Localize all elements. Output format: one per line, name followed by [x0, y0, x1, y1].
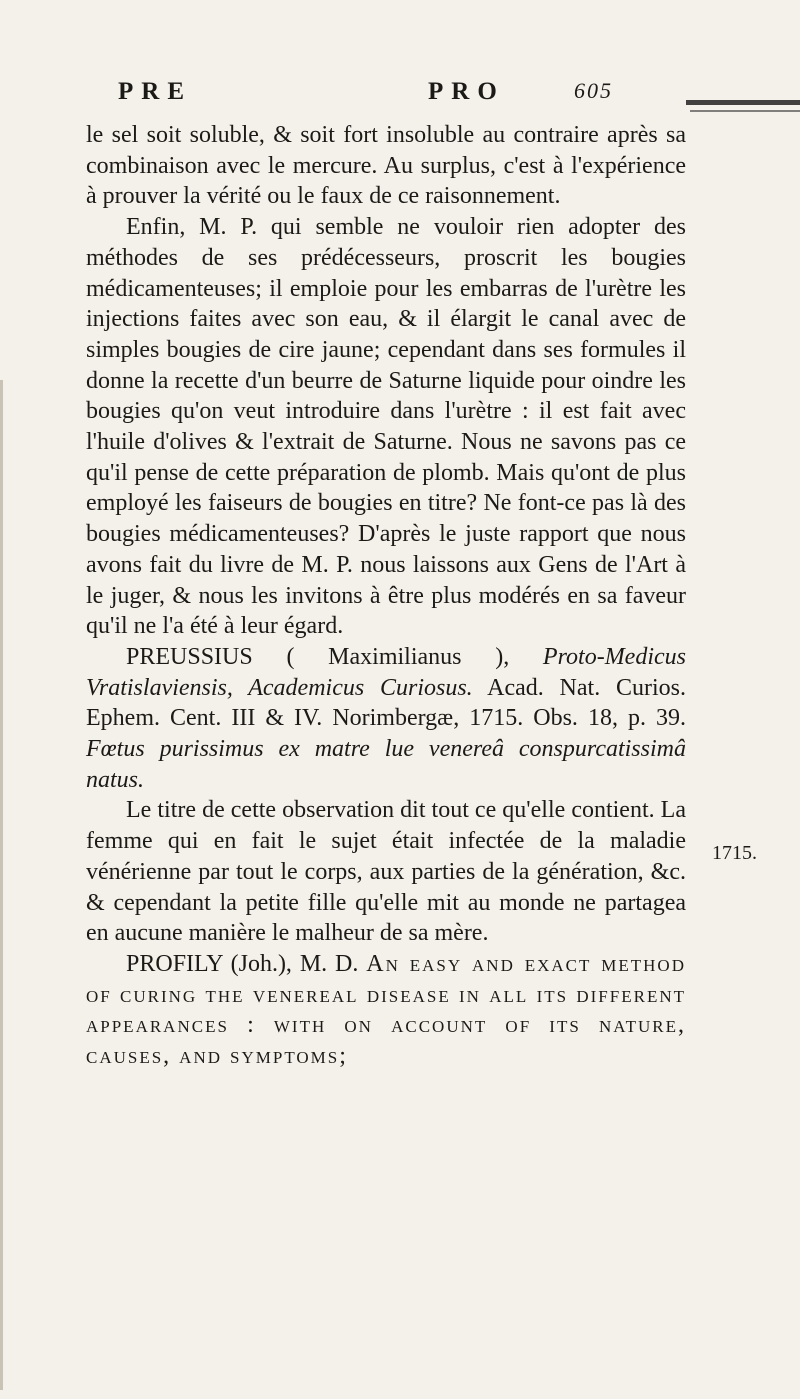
- paragraph-2: Enfin, M. P. qui semble ne vouloir rien adopter des méthodes de ses prédécesseurs, proscrit les bougies médicamenteuses; il emploie pour les embarras de l'urètre les injections faites avec son eau, & il élargit le canal avec de simples bougies de cire jaune; cependant dans ses formules il donne la recette d'un beurre de Saturne liquide pour oindre les bougies qu'on veut introduire dans l'urètre : il est fait avec l'huile d'olives & l'extrait de Saturne. Nous ne savons pas ce qu'il pense de cette préparation de plomb. Mais qu'ont de plus employé les faiseurs de bougies en titre? Ne font-ce pas là des bougies médicamenteuses? D'après le juste rapport que nous avons fait du livre de M. P. nous laissons aux Gens de l'Art à le juger, & nous les invitons à être plus modérés en sa faveur qu'il ne l'a été à leur égard.: [86, 214, 686, 640]
- page-number: 605: [574, 78, 613, 103]
- paragraph-5-entry: [86, 949, 686, 1072]
- entry-author: PROFILY (Joh.), M. D.: [126, 950, 367, 977]
- margin-year-note: 1715.: [712, 842, 757, 864]
- entry-title: Fœtus purissimus ex matre lue venereâ conspurcatissimâ natus.: [86, 736, 686, 793]
- entry-citation: Acad. Nat. Curios. Ephem. Cent. III & IV. Norimbergæ, 1715. Obs. 18, p. 39.: [86, 674, 686, 732]
- ornamental-rule: [686, 100, 800, 105]
- paragraph-4: Le titre de cette observation dit tout ce qu'elle contient. La femme qui en fait le sujet était infectée de la maladie vénérienne par tout le corps, aux parties de la génération, &c. & cependant la petite fille qu'elle mit au monde ne partagea en aucune manière le malheur de sa mère.: [86, 797, 686, 947]
- entry-title-smallcaps: An easy and exact method of curing the venereal disease in all its different appearances : with on account of its nature, causes, and symptoms;: [86, 950, 686, 1070]
- ornamental-rule-thin: [690, 110, 800, 112]
- running-header: [0, 78, 800, 114]
- page-edge-shadow: [0, 380, 3, 1390]
- header-left-word: PRE: [118, 78, 192, 105]
- entry-author: PREUSSIUS ( Maximilianus ),: [126, 643, 543, 670]
- main-text-block: [86, 120, 686, 1072]
- entry-affiliation: Proto-Medicus Vratislaviensis, Academicus Curiosus.: [86, 643, 686, 701]
- header-center-word: PRO: [428, 78, 505, 105]
- paragraph-1: le sel soit soluble, & soit fort insoluble au contraire après sa combinaison avec le mercure. Au surplus, c'est à l'expérience à prouver la vérité ou le faux de ce raisonnement.: [86, 122, 686, 210]
- paragraph-3-entry: [86, 642, 686, 796]
